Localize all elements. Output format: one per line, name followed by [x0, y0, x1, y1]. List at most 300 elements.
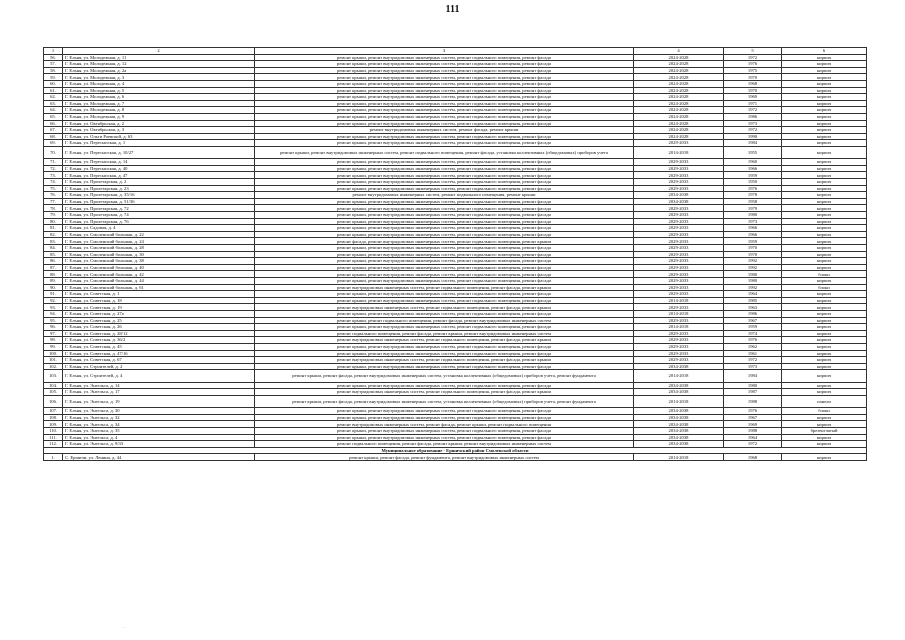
table-row: [44, 87, 867, 94]
table-row: [44, 343, 867, 350]
cell-row-number: 59.: [44, 74, 63, 81]
cell-build-year: 1980: [724, 212, 782, 219]
cell-build-year: 1972: [724, 127, 782, 134]
cell-work-types: ремонт крыши, ремонт внутридомовых инженерных систем, ремонт подвального помещения, ремонт фасада: [255, 172, 634, 179]
cell-address: Г. Ельня, ул. Энгельса, д. 30: [63, 408, 255, 415]
cell-address: Г. Ельня, ул. Пролетарская, д. 2: [63, 179, 255, 186]
cell-wall-material: кирпич: [782, 231, 867, 238]
table-row: [44, 350, 867, 357]
cell-period: 2029-2033: [634, 271, 724, 278]
cell-wall-material: кирпич: [782, 317, 867, 324]
cell-row-number: 81.: [44, 225, 63, 232]
cell-wall-material: кирпич: [782, 74, 867, 81]
cell-period: 2029-2033: [634, 304, 724, 311]
table-row: [44, 185, 867, 192]
cell-work-types: ремонт крыши, ремонт внутридомовых инженерных систем, ремонт подвального помещения, ремонт фасада: [255, 94, 634, 101]
cell-wall-material: кирпич: [782, 363, 867, 370]
cell-period: 2029-2033: [634, 350, 724, 357]
cell-wall-material: блоки: [782, 408, 867, 415]
cell-address: Г. Ельня, ул. Энгельса, д. 32: [63, 414, 255, 421]
cell-wall-material: панели: [782, 395, 867, 407]
cell-address: Г. Ельня, ул. Энгельса, д. 35: [63, 428, 255, 435]
cell-address: Г. Ельня, ул. Смоленский большак, д. 40: [63, 264, 255, 271]
cell-period: 2029-2033: [634, 277, 724, 284]
cell-build-year: 1987: [724, 389, 782, 396]
cell-wall-material: кирпич: [782, 310, 867, 317]
cell-period: 2029-2033: [634, 245, 724, 252]
cell-period: 2029-2033: [634, 159, 724, 166]
cell-work-types: ремонт крыши, ремонт фасада, ремонт внутридомовых инженерных систем, установка коллективных (общедомовых) приборов учета, ремонт фундамента: [255, 370, 634, 382]
table-row: [44, 231, 867, 238]
cell-work-types: ремонт подвального помещения, ремонт фасада, ремонт крыши, ремонт внутридомовых инженерных систем: [255, 441, 634, 448]
cell-work-types: ремонт крыши, ремонт внутридомовых инженерных систем, ремонт подвального помещения, ремонт фасада: [255, 179, 634, 186]
cell-work-types: ремонт крыши, ремонт внутридомовых инженерных систем, ремонт подвального помещения, ремонт фасада: [255, 343, 634, 350]
cell-work-types: ремонт крыши, ремонт фасада, ремонт внутридомовых инженерных систем, установка коллективных (общедомовых) приборов учета, ремонт фундамента: [255, 395, 634, 407]
cell-wall-material: кирпич: [782, 127, 867, 134]
cell-period: 2029-2033: [634, 205, 724, 212]
cell-period: 2029-2033: [634, 264, 724, 271]
cell-work-types: ремонт крыши, ремонт внутридомовых инженерных систем, ремонт подвального помещения, ремонт фасада: [255, 251, 634, 258]
cell-period: 2029-2033: [634, 179, 724, 186]
cell-wall-material: кирпич: [782, 238, 867, 245]
section-row: [44, 447, 867, 454]
cell-row-number: 64.: [44, 107, 63, 114]
cell-period: 2024-2028: [634, 100, 724, 107]
cell-work-types: ремонт крыши, ремонт внутридомовых инженерных систем, ремонт подвального помещения, ремонт фасада: [255, 382, 634, 389]
column-header-build-year: 5: [724, 48, 782, 55]
cell-address: Г. Ельня, ул. Смоленский большак, д. 61: [63, 284, 255, 291]
cell-row-number: 97.: [44, 330, 63, 337]
table-row: [44, 389, 867, 396]
cell-address: Г. Ельня, ул. Строителей, д. 2: [63, 363, 255, 370]
cell-build-year: 1958: [724, 198, 782, 205]
cell-wall-material: кирпич: [782, 454, 867, 461]
cell-work-types: ремонт крыши, ремонт фасада, ремонт фундамента, ремонт внутридомовых инженерных систем: [255, 454, 634, 461]
table-row: [44, 357, 867, 364]
cell-build-year: 1992: [724, 284, 782, 291]
cell-address: Г. Ельня, ул. Пролетарская, д. 74: [63, 212, 255, 219]
table-row: [44, 107, 867, 114]
cell-period: 2029-2033: [634, 337, 724, 344]
column-header-address: 2: [63, 48, 255, 55]
cell-address: Г. Ельня, ул. Пролетарская, д. 23: [63, 185, 255, 192]
table-row: [44, 271, 867, 278]
cell-period: 2029-2033: [634, 225, 724, 232]
cell-address: Г. Ельня, ул. Молодежная, д. 4: [63, 80, 255, 87]
cell-address: Г. Ельня, ул. Советская, д. 36/2: [63, 337, 255, 344]
cell-build-year: 1986: [724, 113, 782, 120]
cell-wall-material: кирпич: [782, 434, 867, 441]
cell-period: 2029-2033: [634, 343, 724, 350]
cell-period: 2024-2028: [634, 113, 724, 120]
cell-build-year: 1968: [724, 454, 782, 461]
cell-address: Г. Ельня, ул. Садовая, д. 4: [63, 225, 255, 232]
cell-period: 2024-2028: [634, 61, 724, 68]
table-row: [44, 310, 867, 317]
cell-address: Г. Ельня, ул. Советская, д. 19: [63, 304, 255, 311]
cell-address: Г. Ельня, ул. Энгельса, д. 17: [63, 389, 255, 396]
cell-address: Г. Ельня, ул. Энгельса, д. 4: [63, 434, 255, 441]
cell-wall-material: кирпич: [782, 67, 867, 74]
cell-row-number: 106.: [44, 395, 63, 407]
cell-row-number: 56.: [44, 54, 63, 61]
cell-work-types: ремонт крыши, ремонт внутридомовых инженерных систем, ремонт подвального помещения, ремонт фасада, установка коллективных (общедомовых) приборов учета: [255, 146, 634, 158]
cell-row-number: 78.: [44, 205, 63, 212]
cell-build-year: 1959: [724, 238, 782, 245]
cell-address: Г. Ельня, ул. Советская, д. 25: [63, 317, 255, 324]
cell-row-number: 99.: [44, 343, 63, 350]
cell-work-types: ремонт внутридомовых инженерных систем, ремонт фасада, ремонт крыши, ремонт подвального помещения: [255, 421, 634, 428]
cell-build-year: 1960: [724, 159, 782, 166]
cell-build-year: 1984: [724, 370, 782, 382]
cell-period: 2029-2033: [634, 330, 724, 337]
cell-work-types: ремонт внутридомовых инженерных систем, ремонт подвального помещения, ремонт крыши: [255, 192, 634, 199]
cell-row-number: 91.: [44, 291, 63, 298]
cell-row-number: 74.: [44, 179, 63, 186]
table-row: [44, 441, 867, 448]
cell-work-types: ремонт фасада, ремонт внутридомовых инженерных систем, ремонт подвального помещения, ремонт крыши: [255, 238, 634, 245]
cell-row-number: 98.: [44, 337, 63, 344]
table-row: [44, 205, 867, 212]
cell-row-number: 82.: [44, 231, 63, 238]
cell-period: 2034-2038: [634, 408, 724, 415]
cell-address: Г. Ельня, ул. Смоленский большак, д. 24: [63, 238, 255, 245]
cell-build-year: 1992: [724, 264, 782, 271]
cell-build-year: 1968: [724, 80, 782, 87]
cell-row-number: 108.: [44, 414, 63, 421]
cell-build-year: 1955: [724, 146, 782, 158]
cell-build-year: 1961: [724, 350, 782, 357]
cell-build-year: 1980: [724, 271, 782, 278]
table-row: [44, 140, 867, 147]
cell-build-year: 1973: [724, 363, 782, 370]
cell-period: 2014-2018: [634, 310, 724, 317]
cell-build-year: 1969: [724, 421, 782, 428]
cell-row-number: 94.: [44, 310, 63, 317]
table-row: [44, 120, 867, 127]
cell-wall-material: кирпич: [782, 251, 867, 258]
cell-period: 2024-2028: [634, 74, 724, 81]
cell-address: Г. Ельня, ул. Смоленский большак, д. 38: [63, 258, 255, 265]
cell-work-types: ремонт крыши, ремонт внутридомовых инженерных систем, ремонт подвального помещения, ремонт фасада: [255, 264, 634, 271]
cell-address: Г. Ельня, ул. Ольги Раевской, д. 63: [63, 133, 255, 140]
cell-build-year: 1979: [724, 205, 782, 212]
cell-address: Г. Ельня, ул. Пересыпская, д. 1: [63, 140, 255, 147]
cell-row-number: 111.: [44, 434, 63, 441]
cell-row-number: 70.: [44, 146, 63, 158]
cell-row-number: 95.: [44, 317, 63, 324]
table-row: [44, 370, 867, 382]
cell-work-types: ремонт крыши, ремонт внутридомовых инженерных систем, ремонт подвального помещения, ремонт фасада: [255, 185, 634, 192]
cell-wall-material: кирпич: [782, 205, 867, 212]
cell-row-number: 92.: [44, 297, 63, 304]
cell-wall-material: кирпич: [782, 212, 867, 219]
cell-work-types: ремонт крыши, ремонт внутридомовых инженерных систем, ремонт подвального помещения, ремонт фасада: [255, 291, 634, 298]
cell-row-number: 67.: [44, 127, 63, 134]
table-row: [44, 67, 867, 74]
cell-work-types: ремонт крыши, ремонт внутридомовых инженерных систем, ремонт подвального помещения, ремонт фасада: [255, 198, 634, 205]
table-row: [44, 382, 867, 389]
table-row: [44, 94, 867, 101]
cell-address: Г. Ельня, ул. Советская, д. 28/12: [63, 330, 255, 337]
table-row: [44, 264, 867, 271]
cell-period: 2024-2028: [634, 80, 724, 87]
cell-wall-material: кирпич: [782, 113, 867, 120]
cell-wall-material: кирпич: [782, 54, 867, 61]
cell-row-number: 58.: [44, 67, 63, 74]
cell-period: 2034-2038: [634, 428, 724, 435]
cell-wall-material: кирпич: [782, 297, 867, 304]
cell-build-year: 1970: [724, 74, 782, 81]
table-row: [44, 363, 867, 370]
cell-build-year: 1970: [724, 251, 782, 258]
cell-row-number: 112.: [44, 441, 63, 448]
column-header-work-types: 3: [255, 48, 634, 55]
cell-address: Г. Ельня, ул. Молодежная, д. 9: [63, 113, 255, 120]
cell-build-year: 1985: [724, 297, 782, 304]
cell-address: Г. Ельня, ул. Молодежная, д. 8: [63, 107, 255, 114]
cell-row-number: 77.: [44, 198, 63, 205]
cell-address: Г. Ельня, ул. Советская, д. 1: [63, 291, 255, 298]
cell-wall-material: кирпич: [782, 414, 867, 421]
cell-build-year: 1986: [724, 310, 782, 317]
cell-wall-material: кирпич: [782, 370, 867, 382]
cell-work-types: ремонт крыши, ремонт внутридомовых инженерных систем, ремонт подвального помещения, ремонт фасада: [255, 133, 634, 140]
cell-build-year: 1980: [724, 382, 782, 389]
cell-wall-material: кирпич: [782, 165, 867, 172]
table-row: [44, 251, 867, 258]
cell-build-year: 1963: [724, 304, 782, 311]
cell-wall-material: блоки: [782, 284, 867, 291]
cell-wall-material: брезентчатый: [782, 428, 867, 435]
column-header-row-number: 1: [44, 48, 63, 55]
cell-address: Г. Ельня, ул. Советская, д. 47/16: [63, 350, 255, 357]
cell-address: Г. Ельня, ул. Пересыпская, д. 40: [63, 165, 255, 172]
cell-period: 2029-2033: [634, 317, 724, 324]
cell-period: 2014-2018: [634, 146, 724, 158]
cell-address: Г. Ельня, ул. Советская, д. 26: [63, 324, 255, 331]
cell-wall-material: кирпич: [782, 350, 867, 357]
cell-wall-material: кирпич: [782, 146, 867, 158]
cell-build-year: 1967: [724, 317, 782, 324]
cell-build-year: 1966: [724, 225, 782, 232]
cell-address: Г. Ельня, ул. Смоленский большак, д. 42: [63, 271, 255, 278]
cell-wall-material: кирпич: [782, 198, 867, 205]
cell-work-types: ремонт внутридомовых инженерных систем, ремонт подвального помещения, ремонт фасада, ремонт крыши: [255, 357, 634, 364]
cell-row-number: 109.: [44, 421, 63, 428]
cell-wall-material: кирпич: [782, 245, 867, 252]
cell-wall-material: кирпич: [782, 218, 867, 225]
cell-address: Г. Ельня, ул. Энгельса, д. 9/33: [63, 441, 255, 448]
cell-address: Г. Ельня, ул. Молодежная, д. 5: [63, 87, 255, 94]
cell-work-types: ремонт подвального помещения, ремонт фасада, ремонт крыши, ремонт внутридомовых инженерных систем: [255, 330, 634, 337]
cell-address: Г. Ельня, ул. Смоленский большак, д. 30: [63, 251, 255, 258]
cell-period: 2029-2033: [634, 165, 724, 172]
cell-work-types: ремонт крыши, ремонт внутридомовых инженерных систем, ремонт подвального помещения, ремонт фасада: [255, 231, 634, 238]
cell-row-number: 86.: [44, 258, 63, 265]
cell-wall-material: кирпич: [782, 94, 867, 101]
table-row: [44, 258, 867, 265]
cell-period: 2024-2028: [634, 133, 724, 140]
cell-period: 2024-2028: [634, 120, 724, 127]
cell-row-number: 102.: [44, 363, 63, 370]
cell-work-types: ремонт внутридомовых инженерных систем, ремонт подвального помещения, ремонт фасада, ремонт крыши: [255, 284, 634, 291]
cell-build-year: 1959: [724, 172, 782, 179]
table-row: [44, 127, 867, 134]
cell-period: 2029-2033: [634, 291, 724, 298]
cell-wall-material: кирпич: [782, 264, 867, 271]
cell-build-year: 1980: [724, 277, 782, 284]
cell-address: Г. Ельня, ул. Пролетарская, д. 72: [63, 205, 255, 212]
cell-row-number: 1.: [44, 454, 63, 461]
cell-build-year: 1972: [724, 107, 782, 114]
cell-address: Г. Ельня, ул. Молодежная, д. 7: [63, 100, 255, 107]
cell-build-year: 1964: [724, 434, 782, 441]
cell-address: Г. Ельня, ул. Пролетарская, д. 76: [63, 218, 255, 225]
cell-wall-material: кирпич: [782, 192, 867, 199]
cell-period: 2034-2038: [634, 434, 724, 441]
cell-period: 2024-2028: [634, 127, 724, 134]
cell-build-year: 1964: [724, 291, 782, 298]
cell-row-number: 85.: [44, 251, 63, 258]
cell-build-year: 1966: [724, 231, 782, 238]
cell-period: 2014-2018: [634, 395, 724, 407]
cell-row-number: 57.: [44, 61, 63, 68]
cell-wall-material: кирпич: [782, 107, 867, 114]
cell-wall-material: кирпич: [782, 61, 867, 68]
table-header-row: [44, 48, 867, 55]
cell-row-number: 66.: [44, 120, 63, 127]
cell-row-number: 103.: [44, 370, 63, 382]
table-row: [44, 225, 867, 232]
cell-work-types: ремонт крыши, ремонт внутридомовых инженерных систем, ремонт подвального помещения, ремонт фасада: [255, 414, 634, 421]
cell-build-year: 1976: [724, 61, 782, 68]
cell-period: 2024-2028: [634, 54, 724, 61]
cell-period: 2024-2028: [634, 107, 724, 114]
cell-work-types: ремонт крыши, ремонт внутридомовых инженерных систем, ремонт подвального помещения, ремонт фасада: [255, 107, 634, 114]
cell-address: Г. Ельня, ул. Пролетарская, д. 51/36: [63, 198, 255, 205]
cell-address: Г. Ельня, ул. Советская, д. 45: [63, 343, 255, 350]
table-row: [44, 324, 867, 331]
cell-wall-material: кирпич: [782, 159, 867, 166]
cell-row-number: 104.: [44, 382, 63, 389]
page-number: 111: [445, 4, 460, 15]
cell-build-year: 1966: [724, 165, 782, 172]
cell-wall-material: кирпич: [782, 304, 867, 311]
cell-period: 2029-2033: [634, 284, 724, 291]
cell-wall-material: кирпич: [782, 87, 867, 94]
table-row: [44, 277, 867, 284]
cell-address: Г. Ельня, ул. Молодежная, д. 11: [63, 54, 255, 61]
cell-build-year: 1973: [724, 218, 782, 225]
cell-period: 2034-2038: [634, 382, 724, 389]
cell-work-types: ремонт крыши, ремонт внутридомовых инженерных систем, ремонт подвального помещения, ремонт фасада: [255, 245, 634, 252]
cell-build-year: 1967: [724, 414, 782, 421]
cell-address: Г. Ельня, ул. Пересыпская, д. 10/27: [63, 146, 255, 158]
cell-row-number: 69.: [44, 140, 63, 147]
cell-row-number: 96.: [44, 324, 63, 331]
cell-build-year: 1990: [724, 133, 782, 140]
cell-address: Г. Ельня, ул. Энгельса, д. 19: [63, 395, 255, 407]
cell-wall-material: кирпич: [782, 357, 867, 364]
cell-address: Г. Ельня, ул. Пролетарская, д. 35/16: [63, 192, 255, 199]
table-row: [44, 284, 867, 291]
table-row: [44, 133, 867, 140]
cell-row-number: 62.: [44, 94, 63, 101]
cell-period: 2024-2028: [634, 94, 724, 101]
table-row: [44, 291, 867, 298]
cell-work-types: ремонт крыши, ремонт внутридомовых инженерных систем, ремонт подвального помещения, ремонт фасада: [255, 310, 634, 317]
cell-row-number: 100.: [44, 350, 63, 357]
cell-work-types: ремонт крыши, ремонт внутридомовых инженерных систем, ремонт подвального помещения, ремонт фасада: [255, 324, 634, 331]
cell-address: Г. Ельня, ул. Энгельса, д. 14: [63, 382, 255, 389]
cell-row-number: 89.: [44, 277, 63, 284]
cell-work-types: ремонт крыши, ремонт внутридомовых инженерных систем, ремонт подвального помещения, ремонт фасада: [255, 61, 634, 68]
table-row: [44, 146, 867, 158]
cell-work-types: ремонт крыши, ремонт внутридомовых инженерных систем, ремонт подвального помещения, ремонт фасада: [255, 159, 634, 166]
table-row: [44, 408, 867, 415]
table-row: [44, 159, 867, 166]
cell-row-number: 63.: [44, 100, 63, 107]
cell-period: 2029-2033: [634, 238, 724, 245]
cell-wall-material: кирпич: [782, 441, 867, 448]
table-row: [44, 434, 867, 441]
cell-period: 2034-2038: [634, 192, 724, 199]
cell-build-year: 1971: [724, 100, 782, 107]
cell-build-year: 1972: [724, 54, 782, 61]
table-row: [44, 172, 867, 179]
table-row: [44, 100, 867, 107]
cell-wall-material: кирпич: [782, 179, 867, 186]
cell-period: 2024-2028: [634, 87, 724, 94]
cell-period: 2014-2018: [634, 297, 724, 304]
cell-wall-material: кирпич: [782, 343, 867, 350]
cell-address: Г. Ельня, ул. Октябрьская, д. 3: [63, 127, 255, 134]
cell-build-year: 1973: [724, 120, 782, 127]
cell-work-types: ремонт внутридомовых инженерных систем, ремонт подвального помещения, ремонт фасада, ремонт крыши: [255, 389, 634, 396]
table-row: [44, 113, 867, 120]
cell-work-types: ремонт крыши, ремонт внутридомовых инженерных систем, ремонт подвального помещения, ремонт фасада: [255, 100, 634, 107]
cell-row-number: 88.: [44, 271, 63, 278]
cell-period: 2014-2018: [634, 454, 724, 461]
table-row: [44, 218, 867, 225]
cell-period: 2029-2033: [634, 140, 724, 147]
table-row: [44, 54, 867, 61]
cell-period: 2029-2033: [634, 185, 724, 192]
cell-work-types: ремонт крыши, ремонт внутридомовых инженерных систем, ремонт подвального помещения, ремонт фасада: [255, 218, 634, 225]
cell-wall-material: кирпич: [782, 100, 867, 107]
cell-address: Г. Ельня, ул. Пересыпская, д. 14: [63, 159, 255, 166]
cell-wall-material: кирпич: [782, 140, 867, 147]
table-row: [44, 317, 867, 324]
cell-work-types: ремонт крыши, ремонт внутридомовых инженерных систем, ремонт подвального помещения, ремонт фасада: [255, 205, 634, 212]
cell-row-number: 107.: [44, 408, 63, 415]
cell-work-types: ремонт крыши, ремонт внутридомовых инженерных систем, ремонт подвального помещения, ремонт фасада: [255, 140, 634, 147]
cell-wall-material: кирпич: [782, 421, 867, 428]
cell-row-number: 101.: [44, 357, 63, 364]
cell-work-types: ремонт крыши, ремонт внутридомовых инженерных систем, ремонт подвального помещения, ремонт фасада: [255, 428, 634, 435]
cell-work-types: ремонт крыши, ремонт внутридомовых инженерных систем, ремонт подвального помещения, ремонт фасада: [255, 258, 634, 265]
cell-work-types: ремонт крыши, ремонт внутридомовых инженерных систем, ремонт подвального помещения, ремонт фасада: [255, 408, 634, 415]
cell-work-types: ремонт крыши, ремонт внутридомовых инженерных систем, ремонт подвального помещения, ремонт фасада: [255, 54, 634, 61]
cell-build-year: 1974: [724, 330, 782, 337]
cell-build-year: 1978: [724, 192, 782, 199]
cell-period: 2034-2038: [634, 389, 724, 396]
cell-address: Г. Ельня, ул. Молодежная, д. 6: [63, 94, 255, 101]
cell-wall-material: блоки: [782, 271, 867, 278]
cell-build-year: 1976: [724, 185, 782, 192]
cell-wall-material: кирпич: [782, 277, 867, 284]
